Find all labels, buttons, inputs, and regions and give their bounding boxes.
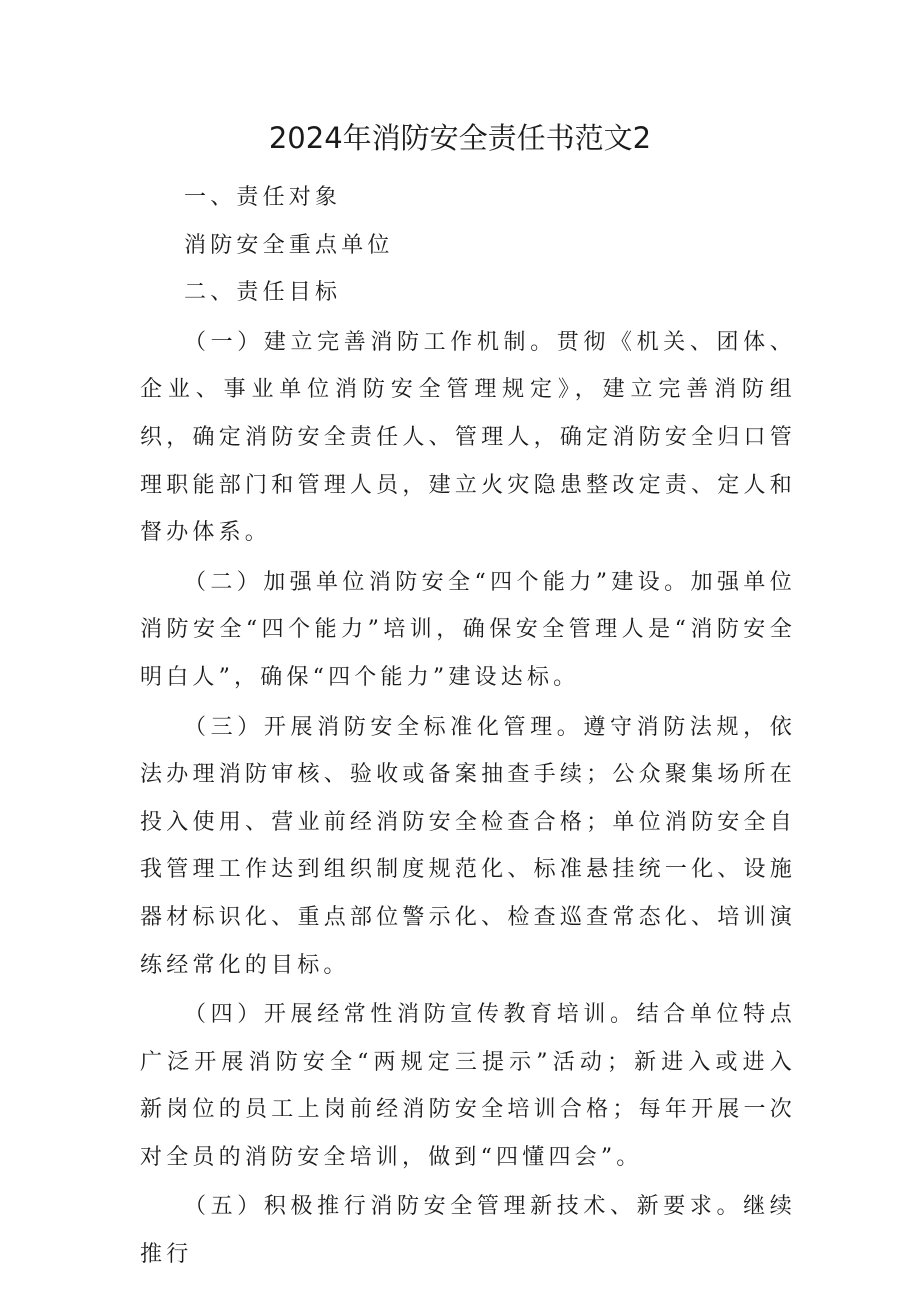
document-body — [140, 174, 796, 1279]
paragraph-key-units: 消防安全重点单位 — [184, 232, 394, 258]
paragraph-goal-3: （三）开展消防安全标准化管理。遵守消防法规，依法办理消防审核、验收或备案抽查手续；公众聚集场所在投入使用、营业前经消防安全检查合格；单位消防安全自我管理工作达到组织制度规范化、标准悬挂统一化、设施器材标识化、重点部位警示化、检查巡查常态化、培训演练经常化的目标。 — [140, 714, 796, 978]
section-heading-responsibility-goals: 二、责任目标 — [184, 280, 342, 306]
section-heading-responsibility-object: 一、责任对象 — [184, 185, 342, 210]
paragraph-goal-5: （五）积极推行消防安全管理新技术、新要求。继续推行 — [140, 1194, 796, 1268]
paragraph-goal-4: （四）开展经常性消防宣传教育培训。结合单位特点广泛开展消防安全“两规定三提示”活动；新进入或进入新岗位的员工上岗前经消防安全培训合格；每年开展一次对全员的消防安全培训，做到“四懂四会”。 — [140, 1002, 796, 1170]
paragraph-goal-2: （二）加强单位消防安全“四个能力”建设。加强单位消防安全“四个能力”培训，确保安全管理人是“消防安全明白人”，确保“四个能力”建设达标。 — [140, 569, 796, 690]
document-title: 2024年消防安全责任书范文2 — [268, 121, 652, 155]
paragraph-goal-1: （一）建立完善消防工作机制。贯彻《机关、团体、企业、事业单位消防安全管理规定》，建立完善消防组织，确定消防安全责任人、管理人，确定消防安全归口管理职能部门和管理人员，建立火灾隐患整改定责、定人和督办体系。 — [140, 329, 796, 546]
